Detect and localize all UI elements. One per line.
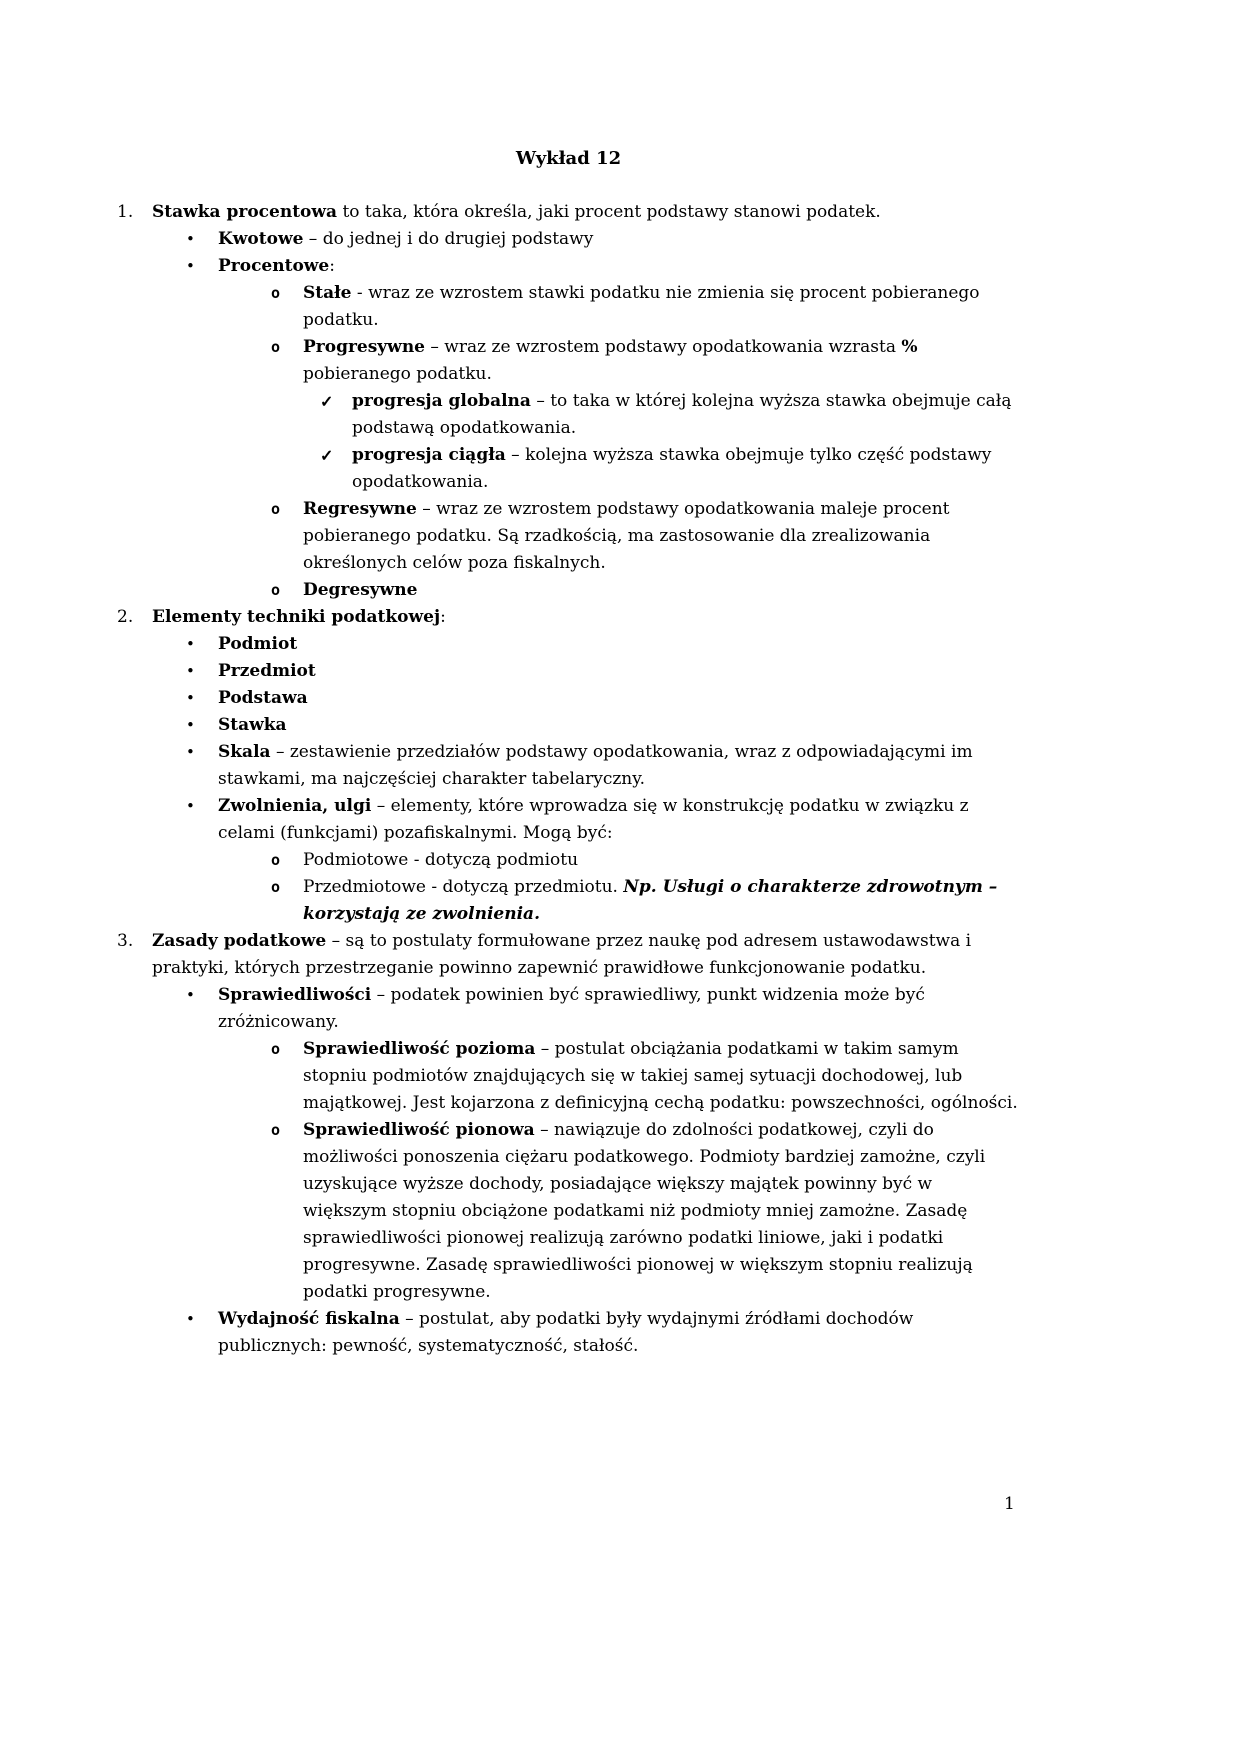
list-item-text <box>218 658 1020 685</box>
list-item-text <box>303 1036 1020 1117</box>
list-item <box>117 1306 1020 1360</box>
list-item-text <box>218 739 1020 793</box>
list-item-text <box>352 388 1020 442</box>
list-item <box>117 604 1020 631</box>
list-item <box>117 280 1020 334</box>
circle-bullet-icon: o <box>271 284 281 302</box>
text-segment: Skala <box>218 742 271 762</box>
list-item-text <box>152 928 1020 982</box>
page-number: 1 <box>1004 1494 1015 1514</box>
text-segment: Wydajność fiskalna <box>218 1309 400 1329</box>
text-segment: : <box>440 607 446 627</box>
list-item <box>117 199 1020 226</box>
list-item-text <box>218 685 1020 712</box>
text-segment: pobieranego podatku. <box>303 364 492 384</box>
circle-bullet-icon: o <box>271 581 281 599</box>
text-segment: Procentowe <box>218 256 330 276</box>
list-item-text <box>352 442 1020 496</box>
bullet-icon: • <box>186 797 195 815</box>
list-item-text <box>218 253 1020 280</box>
list-number: 1. <box>117 202 134 222</box>
list-item <box>117 577 1020 604</box>
text-segment: – zestawienie przedziałów podstawy opodatkowania, wraz z odpowiadającymi im stawkami, ma najczęściej charakter tabelaryczny. <box>218 742 973 789</box>
text-segment: Degresywne <box>303 580 418 600</box>
text-segment: – elementy, które wprowadza się w konstrukcję podatku w związku z celami (funkcjami) pozafiskalnymi. Mogą być: <box>218 796 969 843</box>
circle-bullet-icon: o <box>271 878 281 896</box>
text-segment: Przedmiot <box>218 661 316 681</box>
list-item <box>117 658 1020 685</box>
text-segment: Sprawiedliwość pozioma <box>303 1039 536 1059</box>
text-segment: Regresywne <box>303 499 417 519</box>
list-item <box>117 1117 1020 1306</box>
text-segment: Podstawa <box>218 688 308 708</box>
text-segment: – wraz ze wzrostem podstawy opodatkowania wzrasta <box>425 337 902 357</box>
bullet-icon: • <box>186 743 195 761</box>
list-item <box>117 928 1020 982</box>
bullet-icon: • <box>186 1310 195 1328</box>
list-item <box>117 874 1020 928</box>
text-segment: Sprawiedliwości <box>218 985 372 1005</box>
text-segment: – do jednej i do drugiej podstawy <box>303 229 594 249</box>
text-segment: – podatek powinien być sprawiedliwy, punkt widzenia może być zróżnicowany. <box>218 985 925 1032</box>
text-segment: : <box>329 256 335 276</box>
text-segment: to taka, która określa, jaki procent podstawy stanowi podatek. <box>337 202 881 222</box>
text-segment: % <box>901 337 918 357</box>
list-item-text <box>303 577 1020 604</box>
list-item <box>117 226 1020 253</box>
list-item-text <box>218 226 1020 253</box>
bullet-icon: • <box>186 635 195 653</box>
bullet-icon: • <box>186 230 195 248</box>
text-segment: Podmiot <box>218 634 298 654</box>
list-item-text <box>218 712 1020 739</box>
text-segment: Stałe <box>303 283 352 303</box>
list-item <box>117 982 1020 1036</box>
list-item-text <box>152 604 1020 631</box>
page-title: Wykład 12 <box>515 148 622 169</box>
text-segment: progresja globalna <box>352 391 531 411</box>
bullet-icon: • <box>186 257 195 275</box>
bullet-icon: • <box>186 662 195 680</box>
list-item <box>117 739 1020 793</box>
circle-bullet-icon: o <box>271 338 281 356</box>
text-segment: Sprawiedliwość pionowa <box>303 1120 535 1140</box>
text-segment: Progresywne <box>303 337 425 357</box>
document-body <box>117 199 1020 1360</box>
list-item-text <box>218 982 1020 1036</box>
circle-bullet-icon: o <box>271 500 281 518</box>
text-segment: Podmiotowe - dotyczą podmiotu <box>303 850 579 870</box>
list-item-text <box>218 631 1020 658</box>
list-item <box>117 631 1020 658</box>
list-item-text <box>303 1117 1020 1306</box>
text-segment: Elementy techniki podatkowej <box>152 607 441 627</box>
text-segment: - wraz ze wzrostem stawki podatku nie zmienia się procent pobieranego podatku. <box>303 283 980 330</box>
text-segment: Przedmiotowe - dotyczą przedmiotu. <box>303 877 624 897</box>
bullet-icon: • <box>186 689 195 707</box>
list-number: 2. <box>117 607 134 627</box>
list-item-text <box>303 280 1020 334</box>
list-number: 3. <box>117 931 134 951</box>
circle-bullet-icon: o <box>271 851 281 869</box>
text-segment: Stawka procentowa <box>152 202 338 222</box>
text-segment: Zasady podatkowe <box>152 931 327 951</box>
checkmark-icon: ✓ <box>320 446 334 465</box>
text-segment: Zwolnienia, ulgi <box>218 796 372 816</box>
text-segment: Stawka <box>218 715 287 735</box>
list-item-text <box>303 847 1020 874</box>
list-item <box>117 685 1020 712</box>
circle-bullet-icon: o <box>271 1040 281 1058</box>
list-item <box>117 388 1020 442</box>
text-segment: – kolejna wyższa stawka obejmuje tylko część podstawy opodatkowania. <box>352 445 992 492</box>
list-item <box>117 847 1020 874</box>
list-item <box>117 496 1020 577</box>
text-segment: – nawiązuje do zdolności podatkowej, czyli do możliwości ponoszenia ciężaru podatkowego. Podmioty bardziej zamożne, czyli uzyskujące wyższe dochody, posiadające większy majątek powinny być w większym stopniu obciążone podatkami niż podmioty mniej zamożne. Zasadę sprawiedliwości pionowej realizują zarówno podatki liniowe, jaki i podatki progresywne. Zasadę sprawiedliwości pionowej w większym stopniu realizują podatki progresywne. <box>303 1120 986 1302</box>
text-segment: – postulat obciążania podatkami w takim samym stopniu podmiotów znajdujących się w takiej samej sytuacji dochodowej, lub majątkowej. Jest kojarzona z definicyjną cechą podatku: powszechności, ogólności. <box>303 1039 1018 1113</box>
list-item-text <box>303 496 1020 577</box>
list-item <box>117 334 1020 388</box>
list-item-text <box>303 334 1020 388</box>
text-segment: progresja ciągła <box>352 445 506 465</box>
circle-bullet-icon: o <box>271 1121 281 1139</box>
list-item-text <box>218 1306 1020 1360</box>
list-item-text <box>303 874 1020 928</box>
list-item <box>117 793 1020 847</box>
checkmark-icon: ✓ <box>320 392 334 411</box>
text-segment: Kwotowe <box>218 229 304 249</box>
list-item-text <box>152 199 1020 226</box>
list-item <box>117 1036 1020 1117</box>
text-segment: Np. Usługi o charakterze zdrowotnym – korzystają ze zwolnienia. <box>303 877 998 924</box>
list-item <box>117 253 1020 280</box>
list-item <box>117 712 1020 739</box>
text-segment: – to taka w której kolejna wyższa stawka obejmuje całą podstawą opodatkowania. <box>352 391 1012 438</box>
list-item <box>117 442 1020 496</box>
text-segment: – wraz ze wzrostem podstawy opodatkowania maleje procent pobieranego podatku. Są rzadkością, ma zastosowanie dla zrealizowania określonych celów poza fiskalnych. <box>303 499 950 573</box>
bullet-icon: • <box>186 716 195 734</box>
document-page <box>117 148 1020 1360</box>
text-segment: – są to postulaty formułowane przez naukę pod adresem ustawodawstwa i praktyki, których przestrzeganie powinno zapewnić prawidłowe funkcjonowanie podatku. <box>152 931 972 978</box>
list-item-text <box>218 793 1020 847</box>
text-segment: – postulat, aby podatki były wydajnymi źródłami dochodów publicznych: pewność, systematyczność, stałość. <box>218 1309 914 1356</box>
bullet-icon: • <box>186 986 195 1004</box>
